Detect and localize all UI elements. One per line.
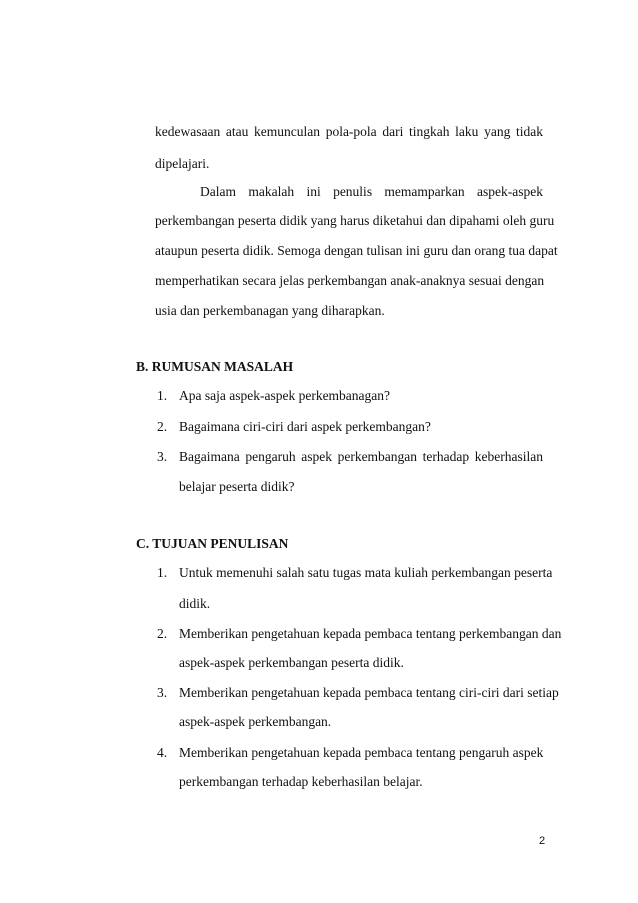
list-item: Apa saja aspek-aspek perkembanagan? (179, 388, 391, 403)
list-number: 3. (157, 685, 168, 700)
intro-line: usia dan perkembanagan yang diharapkan. (155, 303, 385, 318)
list-item: Bagaimana pengaruh aspek perkembangan terhadap keberhasilan (179, 449, 543, 464)
list-number: 3. (157, 449, 168, 464)
intro-line: kedewasaan atau kemunculan pola-pola dari tingkah laku yang tidak (155, 124, 543, 139)
list-item: Memberikan pengetahuan kepada pembaca tentang perkembangan dan (179, 626, 562, 641)
list-number: 1. (157, 388, 168, 403)
intro-line: perkembangan peserta didik yang harus diketahui dan dipahami oleh guru (155, 213, 555, 228)
list-item: belajar peserta didik? (179, 479, 295, 494)
list-item: Untuk memenuhi salah satu tugas mata kuliah perkembangan peserta (179, 565, 553, 580)
list-item: Memberikan pengetahuan kepada pembaca tentang ciri-ciri dari setiap (179, 685, 559, 700)
intro-line: Dalam makalah ini penulis memamparkan aspek-aspek (200, 184, 543, 199)
list-item: Bagaimana ciri-ciri dari aspek perkembangan? (179, 419, 431, 434)
list-item: didik. (179, 596, 211, 611)
section-c-heading: C. TUJUAN PENULISAN (136, 536, 289, 551)
list-number: 4. (157, 745, 168, 760)
intro-line: ataupun peserta didik. Semoga dengan tulisan ini guru dan orang tua dapat (155, 243, 558, 258)
page-number: 2 (539, 835, 546, 847)
list-number: 2. (157, 626, 168, 641)
list-number: 2. (157, 419, 168, 434)
list-item: Memberikan pengetahuan kepada pembaca tentang pengaruh aspek (179, 745, 544, 760)
intro-line: memperhatikan secara jelas perkembangan anak-anaknya sesuai dengan (155, 273, 545, 288)
section-b-heading: B. RUMUSAN MASALAH (136, 359, 294, 374)
list-item: aspek-aspek perkembangan. (179, 714, 332, 729)
list-item: aspek-aspek perkembangan peserta didik. (179, 655, 404, 670)
list-item: perkembangan terhadap keberhasilan belajar. (179, 774, 423, 789)
intro-line: dipelajari. (155, 156, 210, 171)
list-number: 1. (157, 565, 168, 580)
